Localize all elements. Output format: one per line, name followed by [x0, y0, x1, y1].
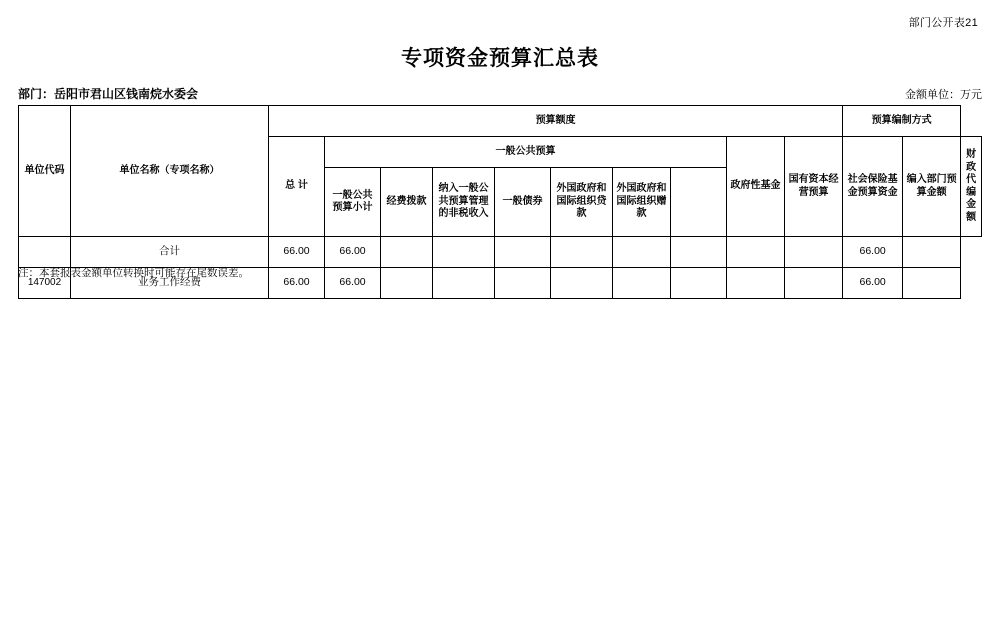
cell-total: 66.00	[269, 268, 325, 299]
table-header-row-1	[19, 106, 982, 137]
page-title: 专项资金预算汇总表	[401, 47, 599, 70]
cell-general-public-subtotal: 66.00	[325, 268, 381, 299]
th-social-insurance: 社会保险基金预算资金	[843, 137, 903, 237]
cell-general-public-subtotal: 66.00	[325, 237, 381, 268]
cell-included-dept-budget: 66.00	[843, 237, 903, 268]
cell-general-bonds	[495, 237, 551, 268]
cell-unit-name: 合计	[71, 237, 269, 268]
cell-foreign-gov-loans	[551, 237, 613, 268]
th-fiscal-agency: 财政代编金额	[961, 137, 982, 237]
cell-social-insurance	[785, 237, 843, 268]
th-gov-fund: 政府性基金	[727, 137, 785, 237]
cell-foreign-gov-loans	[551, 268, 613, 299]
th-included-dept-budget: 编入部门预算金额	[903, 137, 961, 237]
cell-fiscal-agency	[903, 237, 961, 268]
th-foreign-gov-loans: 外国政府和国际组织贷款	[551, 168, 613, 237]
cell-fiscal-agency	[903, 268, 961, 299]
cell-unit-name: 业务工作经费	[71, 268, 269, 299]
cell-state-capital	[727, 237, 785, 268]
th-general-public-subtotal: 一般公共预算小计	[325, 168, 381, 237]
table-row	[19, 237, 982, 268]
currency-unit-label: 金额单位：万元	[905, 89, 982, 101]
th-budget-amount: 预算额度	[269, 106, 843, 137]
cell-gov-fund	[671, 268, 727, 299]
cell-unit-code	[19, 237, 71, 268]
th-unit-code: 单位代码	[19, 106, 71, 237]
th-budget-method: 预算编制方式	[843, 106, 961, 137]
cell-unit-code: 147002	[19, 268, 71, 299]
cell-non-tax-income	[433, 268, 495, 299]
th-foreign-gov-grants: 外国政府和国际组织赠款	[613, 168, 671, 237]
th-state-capital: 国有资本经营预算	[785, 137, 843, 237]
th-general-public-budget: 一般公共预算	[325, 137, 727, 168]
cell-state-capital	[727, 268, 785, 299]
cell-fiscal-appropriation	[381, 237, 433, 268]
cell-social-insurance	[785, 268, 843, 299]
cell-non-tax-income	[433, 237, 495, 268]
cell-fiscal-appropriation	[381, 268, 433, 299]
cell-foreign-gov-grants	[613, 268, 671, 299]
th-general-bonds: 一般债券	[495, 168, 551, 237]
cell-total: 66.00	[269, 237, 325, 268]
th-fiscal-appropriation: 经费拨款	[381, 168, 433, 237]
th-non-tax-income: 纳入一般公共预算管理的非税收入	[433, 168, 495, 237]
th-total: 总 计	[269, 137, 325, 237]
cell-included-dept-budget: 66.00	[843, 268, 903, 299]
cell-foreign-gov-grants	[613, 237, 671, 268]
th-unit-name: 单位名称（专项名称）	[71, 106, 269, 237]
footnote: 注：本套报表金额单位转换时可能存在尾数误差。	[18, 267, 249, 279]
cell-gov-fund	[671, 237, 727, 268]
department-label: 部门：岳阳市君山区钱南烷水委会	[18, 87, 199, 101]
meta-row	[18, 85, 982, 102]
form-code-label: 部门公开表21	[908, 17, 978, 29]
cell-general-bonds	[495, 268, 551, 299]
